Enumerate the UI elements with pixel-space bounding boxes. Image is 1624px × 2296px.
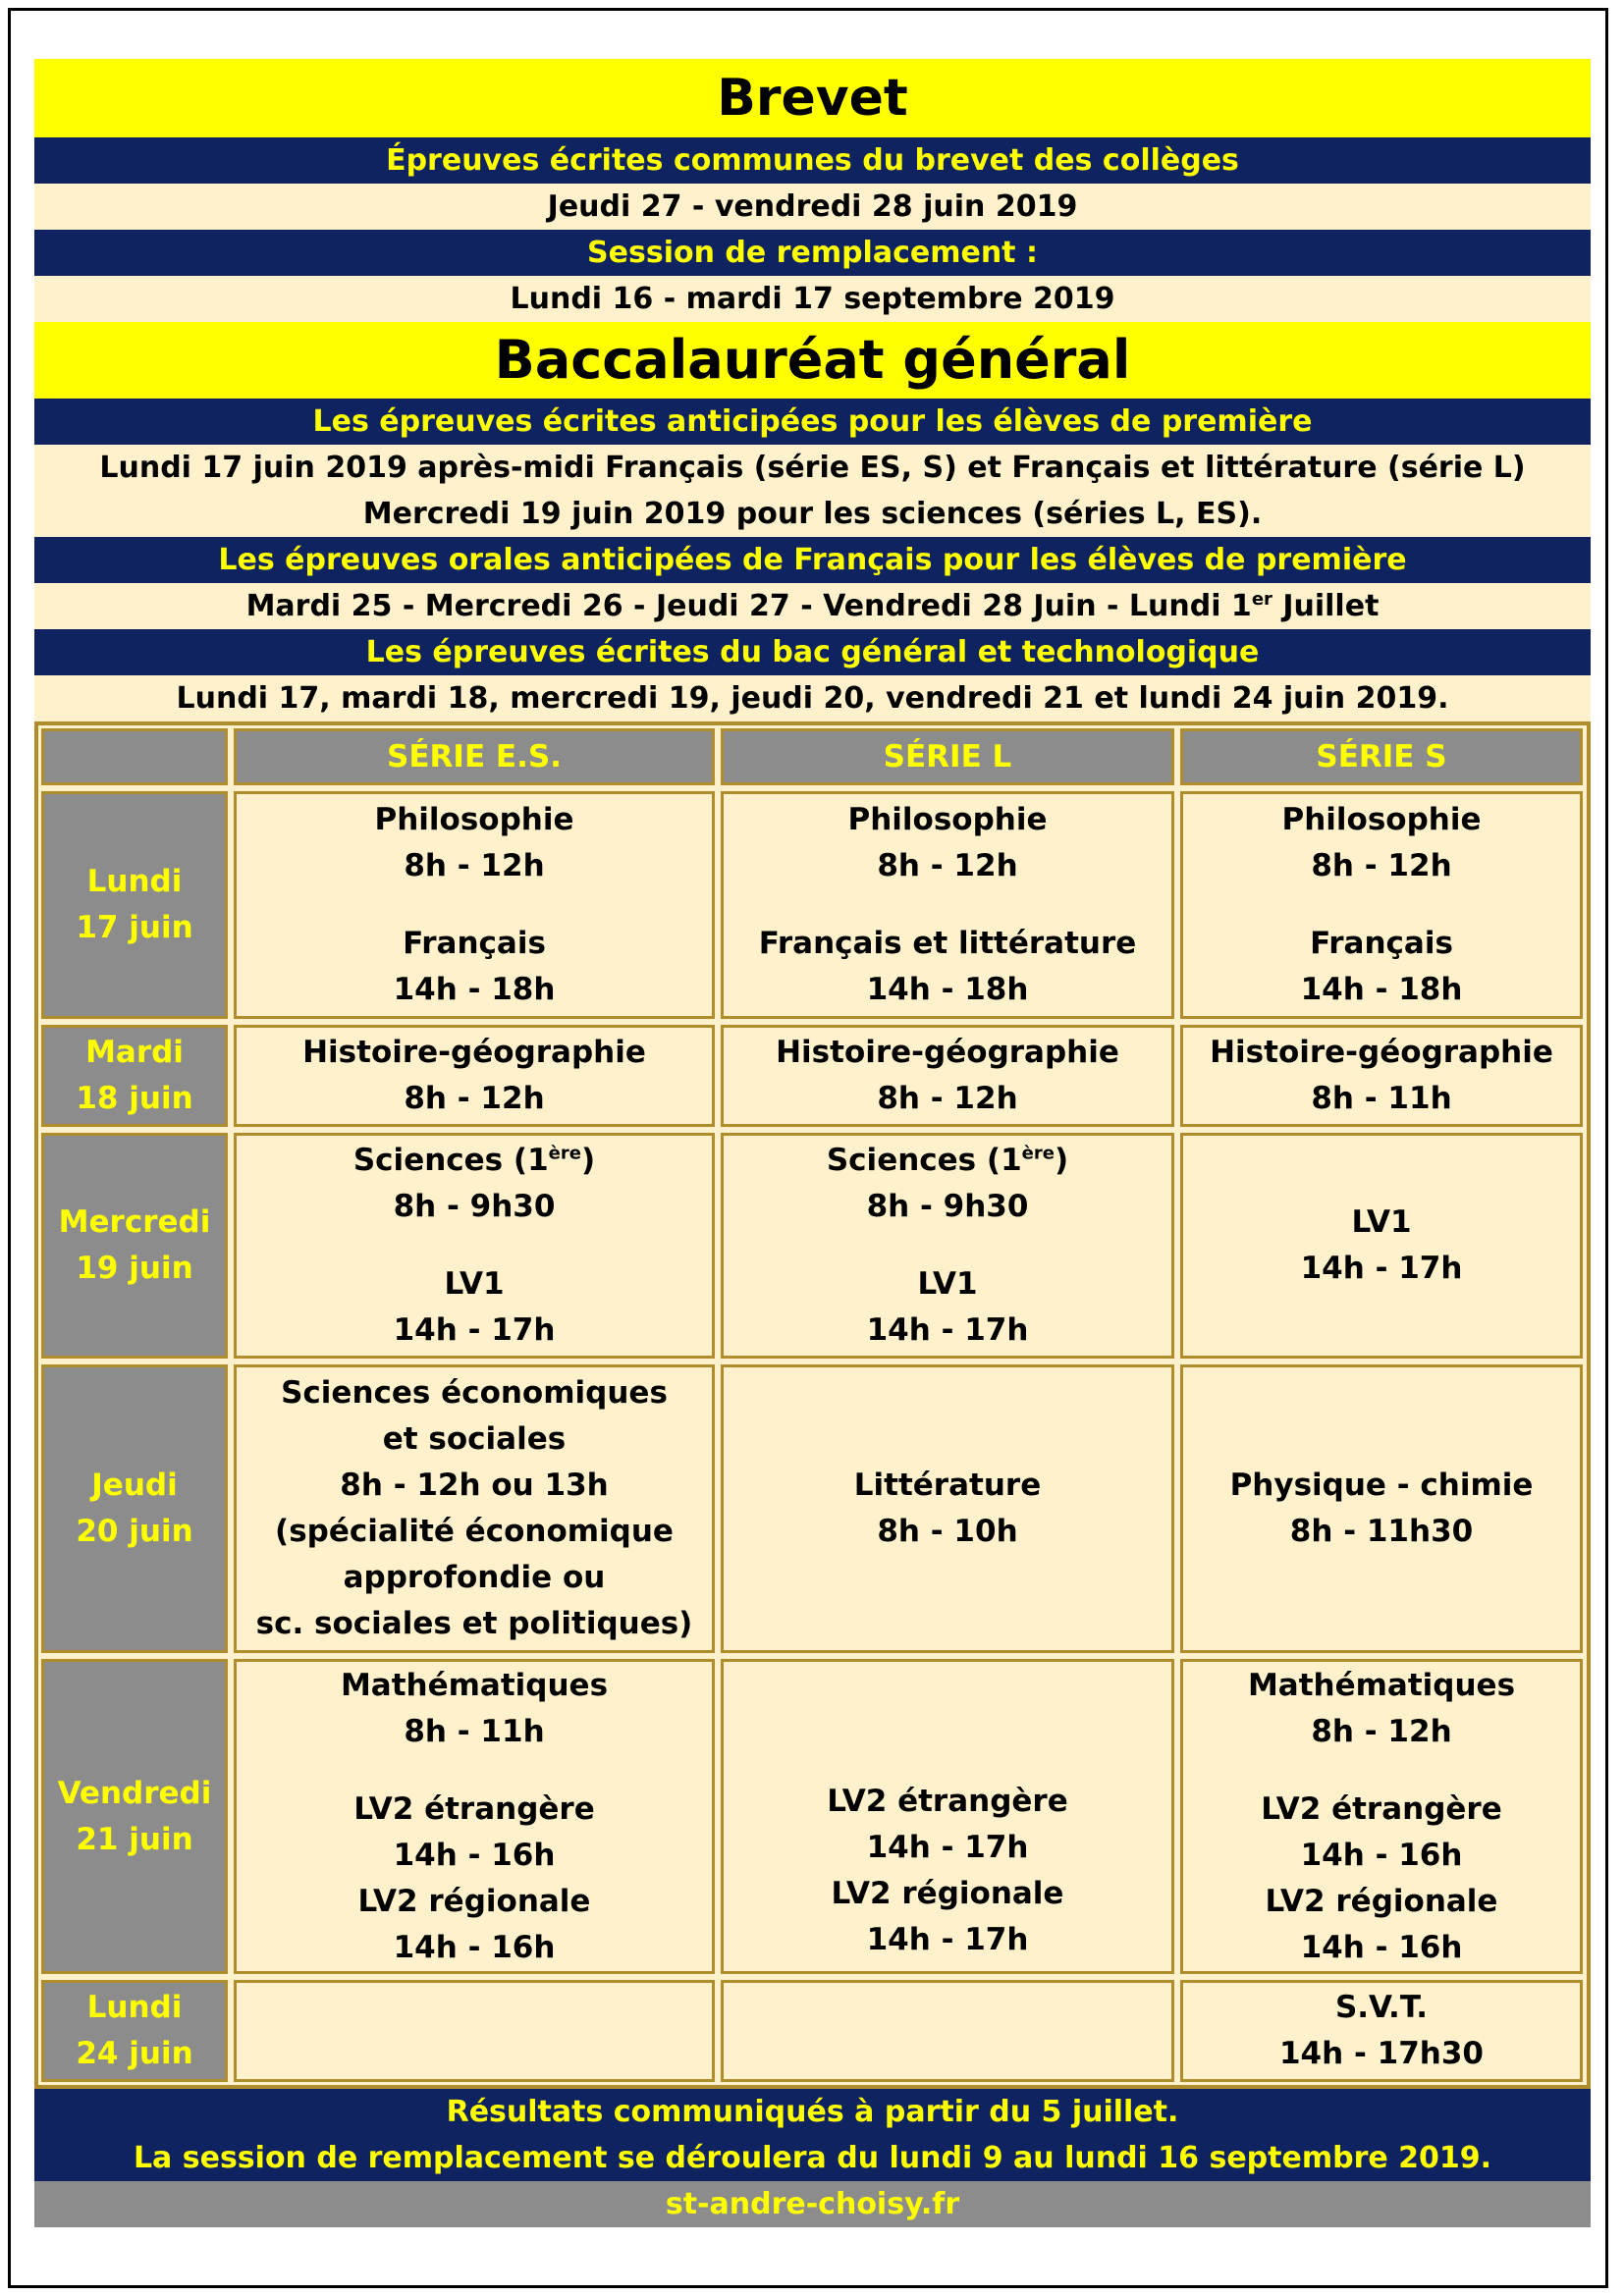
exam-subject: LV2 étrangère: [827, 1784, 1068, 1819]
exam-time: 14h - 16h: [1300, 1837, 1463, 1873]
exam-time: 14h - 18h: [393, 972, 556, 1007]
exam-time: 14h - 18h: [1300, 972, 1463, 1007]
day-name: Mardi: [85, 1035, 184, 1070]
exam-time: 8h - 12h: [1311, 1713, 1452, 1749]
exam-cell: [1180, 1659, 1583, 1974]
exam-subject: Physique - chimie: [1229, 1468, 1534, 1503]
oral-dates-text-end: Juillet: [1272, 589, 1380, 623]
exam-cell: [721, 1364, 1174, 1653]
day-name: Lundi: [86, 1990, 183, 2025]
exam-time: 8h - 12h: [1311, 848, 1452, 883]
exam-cell: [234, 1364, 715, 1653]
exam-cell: [721, 791, 1174, 1019]
exam-time: 8h - 9h30: [393, 1189, 556, 1224]
exam-subject: Sciences (1ère): [826, 1143, 1069, 1178]
day-date: 18 juin: [76, 1081, 193, 1116]
exam-time: 8h - 12h ou 13h: [340, 1468, 609, 1503]
anticipated-oral-label: Les épreuves orales anticipées de Français pour les élèves de première: [34, 537, 1591, 583]
exam-subject: Philosophie: [847, 802, 1048, 837]
exam-subject: Mathématiques: [340, 1667, 609, 1703]
oral-dates-text: Mardi 25 - Mercredi 26 - Jeudi 27 - Vendredi 28 Juin - Lundi 1: [245, 589, 1252, 623]
exam-subject: Littérature: [853, 1468, 1042, 1503]
header-serie-es: SÉRIE E.S.: [234, 728, 715, 785]
day-date: 24 juin: [76, 2036, 193, 2071]
day-name: Lundi: [86, 864, 183, 899]
oral-dates-sup: er: [1251, 589, 1272, 610]
anticipated-written-line-1: Lundi 17 juin 2019 après-midi Français (série ES, S) et Français et littérature (série L): [34, 445, 1591, 491]
exam-time: 8h - 9h30: [866, 1189, 1029, 1224]
anticipated-written-line-2: Mercredi 19 juin 2019 pour les sciences (séries L, ES).: [34, 491, 1591, 537]
exam-subject: Philosophie: [1281, 802, 1482, 837]
results-note: Résultats communiqués à partir du 5 juillet.: [34, 2089, 1591, 2135]
exam-cell: [1180, 1980, 1583, 2082]
exam-time: 8h - 12h: [877, 1081, 1018, 1116]
day-cell: [41, 1133, 228, 1359]
exam-cell: [1180, 1025, 1583, 1127]
header-serie-l: SÉRIE L: [721, 728, 1174, 785]
exam-cell: [234, 791, 715, 1019]
exam-cell: [234, 1025, 715, 1127]
exam-cell: [721, 1659, 1174, 1974]
exam-time: 14h - 16h: [393, 1929, 556, 1965]
exam-subject: LV2 régionale: [1265, 1883, 1498, 1919]
document: [34, 59, 1591, 2227]
exam-time: 8h - 11h: [1311, 1081, 1452, 1116]
exam-time: 8h - 12h: [404, 848, 545, 883]
exam-time: 14h - 17h: [866, 1312, 1029, 1348]
header-serie-s: SÉRIE S: [1180, 728, 1583, 785]
exam-subject: Philosophie: [374, 802, 574, 837]
day-name: Jeudi: [91, 1468, 178, 1503]
schedule-table: [34, 721, 1591, 2089]
bac-title: Baccalauréat général: [34, 322, 1591, 399]
exam-subject: LV1: [1351, 1204, 1412, 1240]
exam-cell-empty: [721, 1980, 1174, 2082]
exam-subject: LV1: [917, 1266, 978, 1302]
exam-subject: Français: [403, 926, 546, 961]
exam-subject: Français: [1310, 926, 1453, 961]
exam-time: 8h - 12h: [404, 1081, 545, 1116]
exam-time: 14h - 18h: [866, 972, 1029, 1007]
exam-time: 8h - 12h: [877, 848, 1018, 883]
exam-subject: Sciences (1ère): [352, 1143, 596, 1178]
exam-cell-empty: [234, 1980, 715, 2082]
day-date: 19 juin: [76, 1251, 193, 1286]
exam-subject: LV2 régionale: [357, 1883, 591, 1919]
anticipated-written-label: Les épreuves écrites anticipées pour les élèves de première: [34, 399, 1591, 445]
exam-time: 14h - 16h: [1300, 1929, 1463, 1965]
exam-cell: [721, 1133, 1174, 1359]
anticipated-oral-dates: [34, 583, 1591, 629]
exam-cell: [1180, 1364, 1583, 1653]
exam-subject: et sociales: [382, 1421, 567, 1457]
website-link[interactable]: st-andre-choisy.fr: [34, 2181, 1591, 2227]
exam-subject: Histoire-géographie: [302, 1035, 646, 1070]
exam-subject: Sciences économiques: [281, 1375, 668, 1411]
exam-subject: LV2 régionale: [831, 1876, 1064, 1911]
exam-subject: LV1: [444, 1266, 505, 1302]
brevet-replacement-dates: Lundi 16 - mardi 17 septembre 2019: [34, 276, 1591, 322]
exam-cell: [234, 1659, 715, 1974]
brevet-title: Brevet: [34, 59, 1591, 137]
exam-note: approfondie ou: [343, 1560, 606, 1595]
exam-cell: [1180, 1133, 1583, 1359]
day-cell: [41, 791, 228, 1019]
exam-subject: S.V.T.: [1334, 1990, 1429, 2025]
exam-time: 14h - 17h: [866, 1830, 1029, 1865]
exam-cell: [234, 1133, 715, 1359]
written-exams-dates: Lundi 17, mardi 18, mercredi 19, jeudi 20, vendredi 21 et lundi 24 juin 2019.: [34, 675, 1591, 721]
written-exams-label: Les épreuves écrites du bac général et technologique: [34, 629, 1591, 675]
day-cell: [41, 1659, 228, 1974]
day-date: 20 juin: [76, 1514, 193, 1549]
exam-subject: Mathématiques: [1247, 1667, 1516, 1703]
exam-time: 8h - 11h: [404, 1713, 545, 1749]
exam-time: 14h - 16h: [393, 1837, 556, 1873]
brevet-dates: Jeudi 27 - vendredi 28 juin 2019: [34, 184, 1591, 230]
exam-time: 14h - 17h30: [1278, 2036, 1484, 2071]
exam-time: 14h - 17h: [866, 1922, 1029, 1957]
exam-time: 8h - 11h30: [1289, 1514, 1474, 1549]
day-name: Vendredi: [57, 1775, 212, 1811]
exam-time: 14h - 17h: [1300, 1251, 1463, 1286]
header-corner: [41, 728, 228, 785]
exam-note: sc. sociales et politiques): [255, 1606, 693, 1641]
day-name: Mercredi: [58, 1204, 211, 1240]
exam-subject: LV2 étrangère: [353, 1790, 595, 1827]
day-cell: [41, 1980, 228, 2082]
brevet-subtitle: Épreuves écrites communes du brevet des collèges: [34, 137, 1591, 184]
exam-note: (spécialité économique: [275, 1514, 674, 1549]
exam-subject: Français et littérature: [758, 926, 1137, 961]
day-date: 21 juin: [76, 1821, 193, 1857]
day-cell: [41, 1025, 228, 1127]
exam-cell: [721, 1025, 1174, 1127]
replacement-session-note: La session de remplacement se déroulera du lundi 9 au lundi 16 septembre 2019.: [34, 2135, 1591, 2181]
brevet-replacement-label: Session de remplacement :: [34, 230, 1591, 276]
day-date: 17 juin: [76, 910, 193, 945]
exam-subject: LV2 étrangère: [1261, 1790, 1502, 1827]
exam-time: 14h - 17h: [393, 1312, 556, 1348]
day-cell: [41, 1364, 228, 1653]
exam-time: 8h - 10h: [877, 1514, 1018, 1549]
exam-subject: Histoire-géographie: [1210, 1035, 1553, 1070]
exam-subject: Histoire-géographie: [776, 1035, 1119, 1070]
exam-cell: [1180, 791, 1583, 1019]
